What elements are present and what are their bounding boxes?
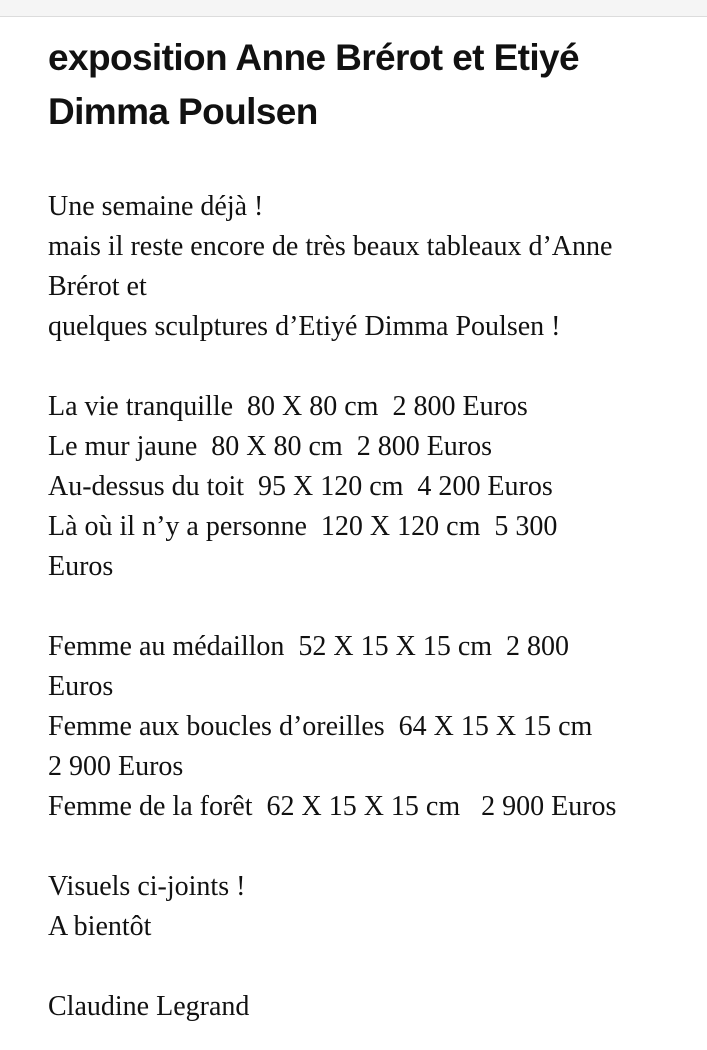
painting-line: La vie tranquille 80 X 80 cm 2 800 Euros [48,391,528,422]
intro-line: quelques sculptures d’Etiyé Dimma Poulsen ! [48,311,561,342]
sculpture-line: Euros [48,671,114,702]
painting-line: Au-dessus du toit 95 X 120 cm 4 200 Euros [48,471,553,502]
paragraph-spacer [48,947,707,987]
paragraph-spacer [48,347,707,387]
sculpture-line: 2 900 Euros [48,751,184,782]
closing-line: Visuels ci-joints ! [48,871,246,902]
closing-line: A bientôt [48,911,152,942]
paragraph-spacer [48,587,707,627]
email-subject: exposition Anne Brérot et Etiyé Dimma Poulsen [48,37,580,132]
sculpture-line: Femme de la forêt 62 X 15 X 15 cm 2 900 Euros [48,791,617,822]
intro-line: Une semaine déjà ! [48,191,264,222]
email-body[interactable] [48,187,707,1027]
signature: Claudine Legrand [48,991,250,1022]
intro-line: Brérot et [48,271,147,302]
sculpture-line: Femme au médaillon 52 X 15 X 15 cm 2 800 [48,631,570,662]
painting-line: Là où il n’y a personne 120 X 120 cm 5 300 [48,511,558,542]
painting-line: Euros [48,551,114,582]
paragraph-spacer [48,827,707,867]
top-toolbar-edge [0,0,707,17]
intro-line: mais il reste encore de très beaux tableaux d’Anne [48,231,613,262]
sculpture-line: Femme aux boucles d’oreilles 64 X 15 X 15 cm [48,711,593,742]
painting-line: Le mur jaune 80 X 80 cm 2 800 Euros [48,431,493,462]
